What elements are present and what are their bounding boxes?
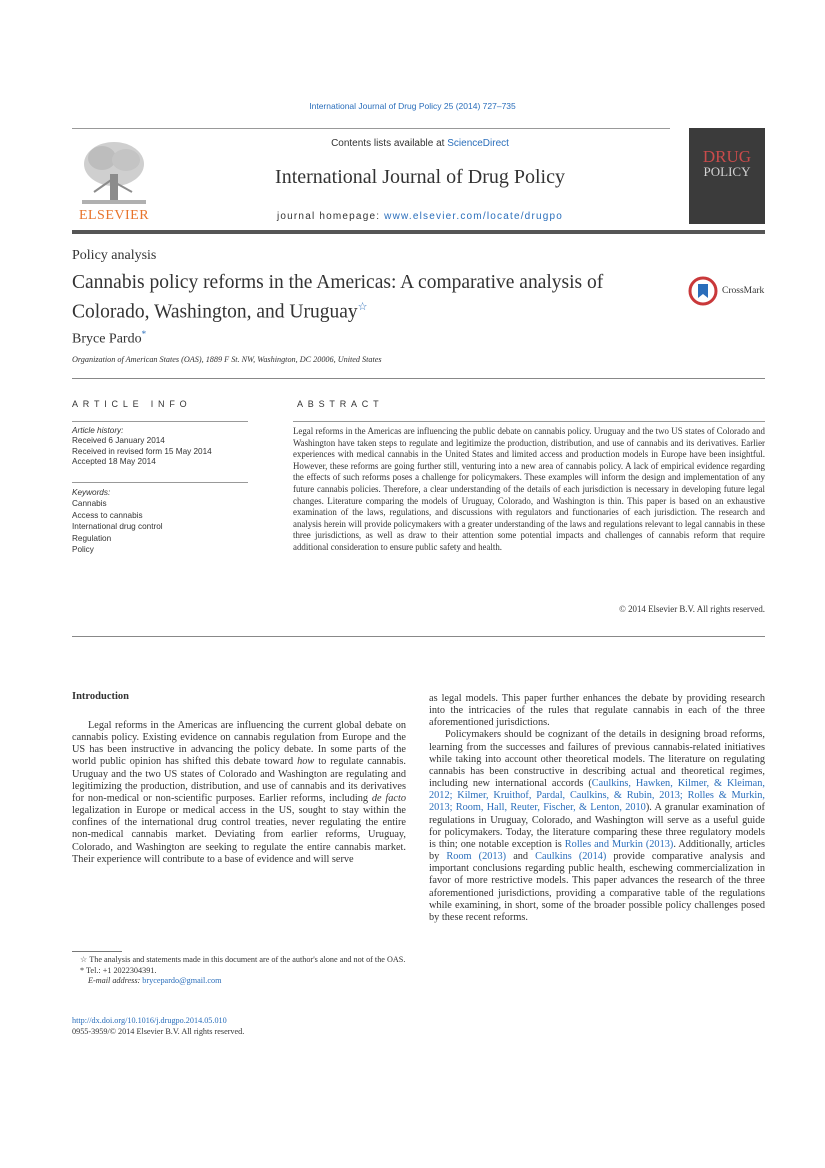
contents-prefix: Contents lists available at <box>331 138 448 149</box>
abstract-bottom-rule <box>72 636 765 637</box>
intro-paragraph-2 <box>429 729 765 924</box>
body-left-column <box>72 720 406 866</box>
article-info-heading: ARTICLE INFO <box>72 399 192 409</box>
intro-paragraph-1-cont: as legal models. This paper further enhances the debate by providing research into the intricacies of the rules that regulate cannabis in each of the three aforementioned jurisdictions. <box>429 693 765 729</box>
intro-p1-text-c: legalization in Europe or medical access in the US, sought to stay within the confines of the international drug control treaties, never regulating the entire non-medical cannabis market. Deviating from earlier reforms, Uruguay, Colorado, and Washington are seeking to regulate the entire cannabis market. Their experience will contribute to a base of evidence and will serve <box>72 805 406 865</box>
history-accepted: Accepted 18 May 2014 <box>72 457 156 467</box>
intro-p2-text-b: ). A granular examination of regulations in Uruguay, Colorado, and Washington will serve as a useful guide for policymakers. Today, the literature comparing these three regulatory models is thin; one notable exception is <box>429 802 765 850</box>
journal-citation[interactable]: International Journal of Drug Policy 25 (2014) 727–735 <box>309 101 516 111</box>
footnote-2 <box>72 966 406 977</box>
crossmark-icon <box>688 276 718 306</box>
footnote-1-mark: ☆ <box>80 955 88 964</box>
intro-p2-text-c: . Additionally, articles by <box>429 838 765 863</box>
keyword-item: Access to cannabis <box>72 510 143 520</box>
citation-link[interactable]: Caulkins (2014) <box>535 851 607 863</box>
footnote-2-mark: * <box>80 965 85 975</box>
keywords-rule <box>72 482 248 483</box>
author-name-text: Bryce Pardo <box>72 331 142 347</box>
footnote-1-text: The analysis and statements made in this document are of the author's alone and not of the OAS. <box>89 955 406 964</box>
cover-title-line1: DRUG <box>702 147 752 166</box>
section-label: Policy analysis <box>72 248 157 263</box>
footnotes <box>72 955 406 987</box>
body-right-column <box>429 693 765 924</box>
keyword-item: International drug control <box>72 522 163 532</box>
intro-p1-emphasis-defacto: de facto <box>371 792 406 804</box>
email-link[interactable]: brycepardo@gmail.com <box>142 976 222 986</box>
article-title <box>72 271 672 325</box>
footnote-1 <box>72 955 406 966</box>
article-title-line2: Colorado, Washington, and Uruguay <box>72 301 358 323</box>
intro-p2-text-e: provide comparative analysis and important conclusions regarding public health, eschewing commercialization in favor of more restrictive models. This paper advances the research of the three aforementioned jurisdictions, providing a comparative table of the regulations while examining, in short, some of the broader possible policy challenges posed by these recent reforms. <box>429 851 766 923</box>
doi-link[interactable]: http://dx.doi.org/10.1016/j.drugpo.2014.05.010 <box>72 1016 227 1025</box>
doi-issn-block <box>72 1016 244 1037</box>
intro-p1-emphasis-how: how <box>297 756 315 768</box>
abstract-rule <box>293 421 765 422</box>
history-label: Article history: <box>72 426 124 435</box>
citation-link[interactable]: Caulkins, Hawken, Kilmer, & Kleiman, 2012; Kilmer, Kruithof, Pardal, Caulkins, & Rubin, 2013; Rolles & Murkin, 2013; Room, Hall, Reuter, Fischer, & Lenton, 2010 <box>429 778 765 814</box>
footnote-2-text: Tel.: +1 2022304391. <box>86 965 157 975</box>
journal-homepage-line <box>170 211 670 222</box>
footnote-email <box>72 976 406 987</box>
citation-link[interactable]: Room (2013) <box>446 851 507 863</box>
citation-link[interactable]: Rolles and Murkin (2013) <box>564 838 674 850</box>
journal-title: International Journal of Drug Policy <box>275 166 565 188</box>
intro-p1-text-a: Legal reforms in the Americas are influencing the current global debate on cannabis policy. Existing evidence on cannabis regulation from Europe and the US has been instructive in advancing the policy debate. In some parts of the world public opinion has shifted this debate toward <box>72 720 406 768</box>
intro-p2-text-d: and <box>506 851 536 863</box>
author-footnote-mark[interactable]: * <box>141 329 147 339</box>
sciencedirect-link[interactable]: ScienceDirect <box>447 138 509 149</box>
introduction-heading: Introduction <box>72 691 129 702</box>
issn-line: 0955-3959/© 2014 Elsevier B.V. All rights reserved. <box>72 1026 245 1036</box>
intro-p2-text-a: Policymakers should be cognizant of the details in designing broad reforms, learning from the successes and failures of previous cannabis-related initiatives while taking into account other theoretical models. The literature on regulating cannabis has been constructive in describing actual and theoretical regimes, including new international accords ( <box>429 729 765 790</box>
intro-paragraph-1 <box>72 720 406 866</box>
elsevier-wordmark: ELSEVIER <box>78 208 150 223</box>
article-info-rule <box>72 421 248 422</box>
homepage-prefix: journal homepage: <box>276 211 385 222</box>
keywords-list <box>72 487 163 555</box>
article-history <box>72 426 212 468</box>
history-received: Received 6 January 2014 <box>72 436 165 446</box>
crossmark-label: CrossMark <box>722 286 765 296</box>
affiliation-rule <box>72 378 765 379</box>
keywords-label: Keywords: <box>72 488 111 497</box>
abstract-copyright: © 2014 Elsevier B.V. All rights reserved. <box>619 604 765 614</box>
homepage-link[interactable]: www.elsevier.com/locate/drugpo <box>384 211 564 222</box>
keyword-item: Regulation <box>72 533 112 543</box>
title-footnote-mark[interactable]: ☆ <box>357 301 368 313</box>
author-affiliation: Organization of American States (OAS), 1889 F St. NW, Washington, DC 20006, United States <box>72 355 382 364</box>
email-label: E-mail address: <box>88 976 143 986</box>
header-top-rule <box>72 128 670 129</box>
history-revised: Received in revised form 15 May 2014 <box>72 446 212 456</box>
crossmark-badge[interactable] <box>688 276 768 308</box>
keyword-item: Cannabis <box>72 499 107 509</box>
author-name <box>72 329 146 348</box>
footnote-rule <box>72 951 122 952</box>
abstract-heading: ABSTRACT <box>297 399 384 409</box>
journal-cover-thumbnail <box>689 128 765 224</box>
keyword-item: Policy <box>72 545 94 555</box>
article-title-line1: Cannabis policy reforms in the Americas: A comparative analysis of <box>72 272 604 293</box>
contents-line <box>170 138 670 149</box>
header-thick-rule <box>72 230 765 234</box>
abstract-text: Legal reforms in the Americas are influencing the public debate on cannabis policy. Uruguay and the two US states of Colorado and Washington have taken steps to regulate and legitimize the production, distribution, and use of cannabis and its derivatives. Earlier experiences with medical cannabis in the United States and limited access and production models in Europe have been insightful. However, these reforms are going further still, venturing into a new area of cannabis policy. A lack of empirical evidence regarding the effects of such reforms poses a challenge for policymakers. These examples will inform the design and implementation of any future cannabis policies. Therefore, a clear understanding of the details of each jurisdiction is necessary in developing future legal changes. Literature comparing the models of Uruguay, Colorado, and Washington is thin. This paper is based on an exhaustive examination of the laws, regulations, and discussions with regulators and functionaries of each jurisdiction. The research and analysis herein will provide policymakers with a greater understanding of the laws and regulations relevant to legal cannabis in these three jurisdictions, as well as draw to their attention some potential impacts and challenges of cannabis reform that require additional consideration to ensure public safety and health. <box>293 426 765 552</box>
cover-title-line2: POLICY <box>703 164 751 179</box>
intro-p1-text-b: to regulate cannabis. Uruguay and the two US states of Colorado and Washington are regulating and legitimizing the production, distribution, and use of cannabis and its derivatives for non-medical or non-scientific purposes. Earlier reforms, including <box>72 756 406 804</box>
